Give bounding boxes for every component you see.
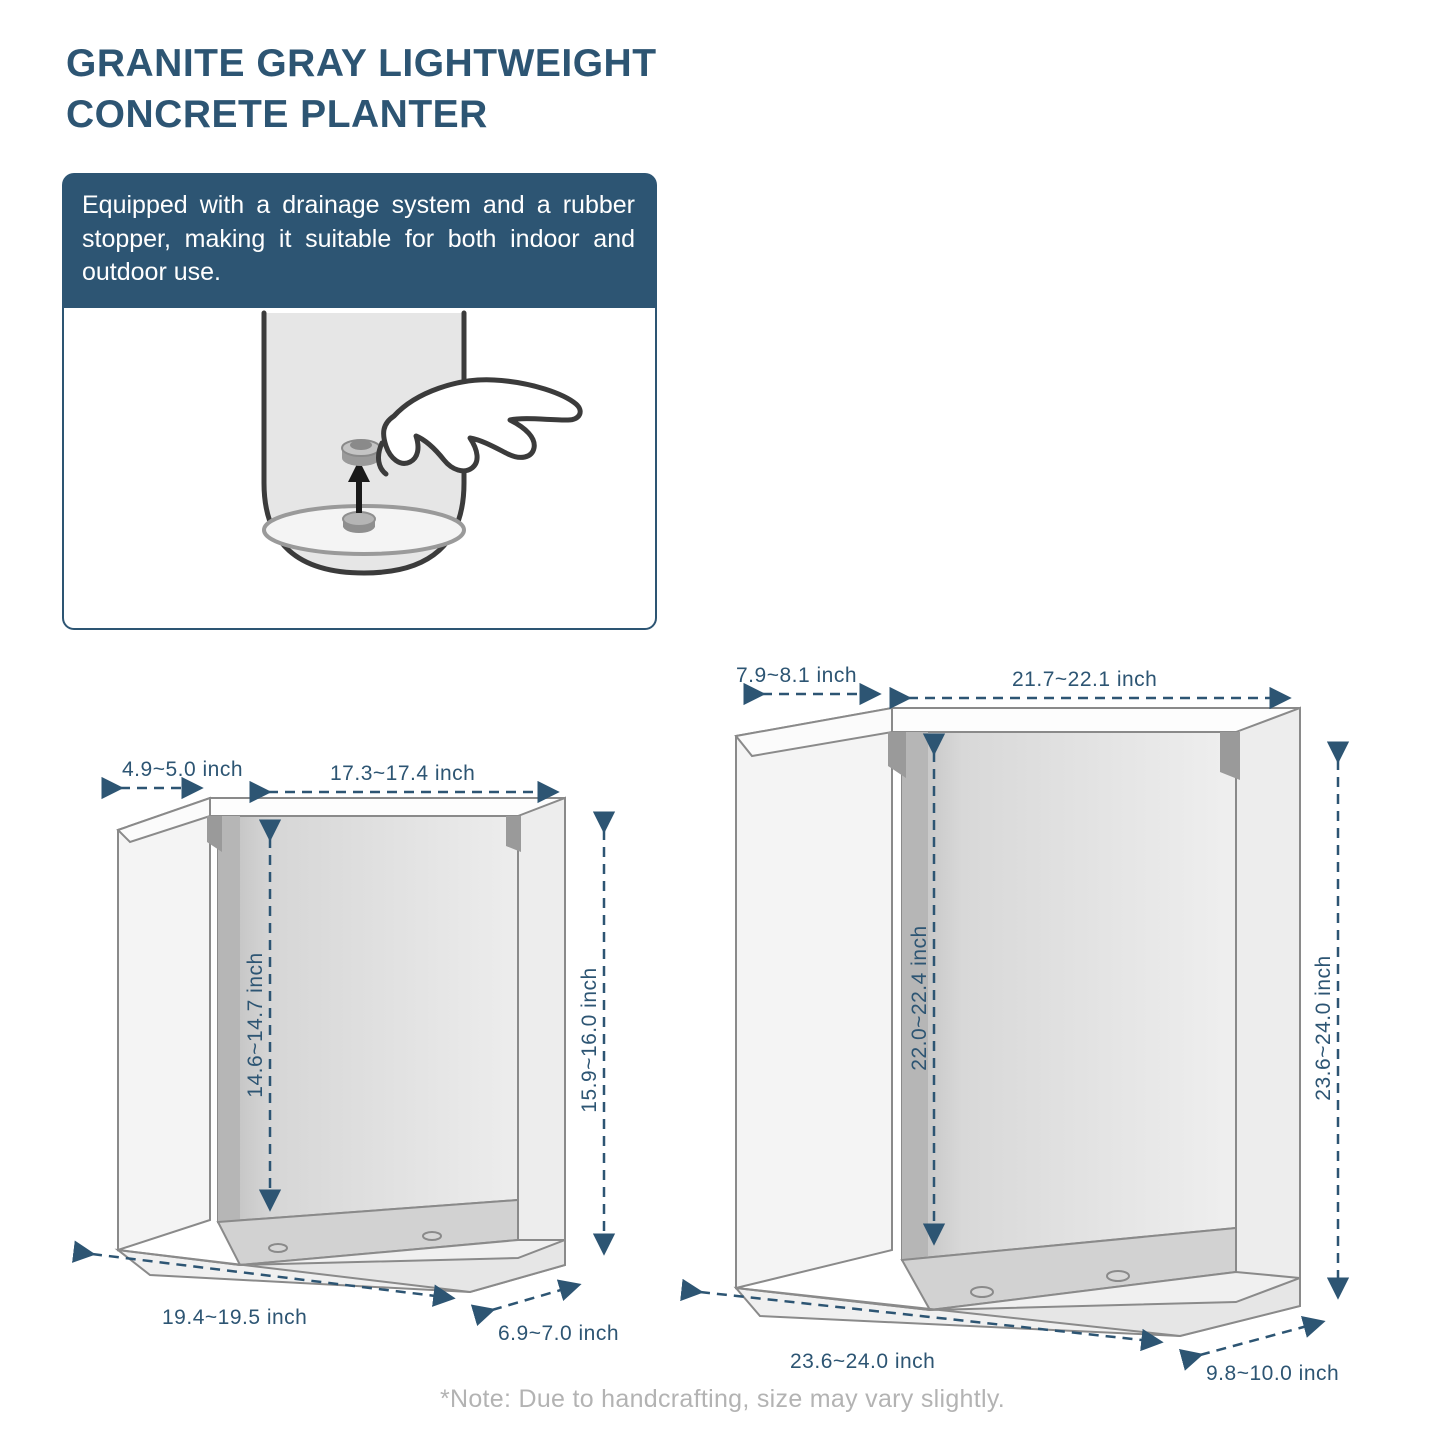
dim-large-top-width: 21.7~22.1 inch xyxy=(1012,668,1158,691)
callout-text: Equipped with a drainage system and a rubber stopper, making it suitable for both indoor and outdoor use. xyxy=(62,173,657,308)
page-title: GRANITE GRAY LIGHTWEIGHT CONCRETE PLANTER xyxy=(66,42,657,137)
dimension-diagrams xyxy=(0,620,1445,1380)
dim-large-base-width: 23.6~24.0 inch xyxy=(790,1350,936,1373)
dim-small-base-depth: 6.9~7.0 inch xyxy=(498,1322,620,1345)
dim-large-inner-height: 22.0~22.4 inch xyxy=(908,925,931,1071)
dim-small-top-width: 17.3~17.4 inch xyxy=(330,762,476,785)
dim-small-outer-height: 15.9~16.0 inch xyxy=(578,967,601,1113)
diagram-svg xyxy=(0,620,1445,1380)
large-planter-drawing xyxy=(700,664,1339,1380)
drainage-illustration xyxy=(62,308,657,630)
dim-large-base-depth: 9.8~10.0 inch xyxy=(1206,1362,1340,1380)
small-planter-drawing xyxy=(92,758,619,1345)
dim-large-top-depth: 7.9~8.1 inch xyxy=(736,664,858,687)
feature-callout xyxy=(62,173,657,630)
dim-large-outer-height: 23.6~24.0 inch xyxy=(1312,955,1335,1101)
dim-small-inner-height: 14.6~14.7 inch xyxy=(244,952,267,1098)
dim-small-base-width: 19.4~19.5 inch xyxy=(162,1306,308,1329)
dim-small-top-depth: 4.9~5.0 inch xyxy=(122,758,244,781)
footnote: *Note: Due to handcrafting, size may vary slightly. xyxy=(439,1385,1006,1413)
stopper-illustration-svg xyxy=(64,308,655,626)
